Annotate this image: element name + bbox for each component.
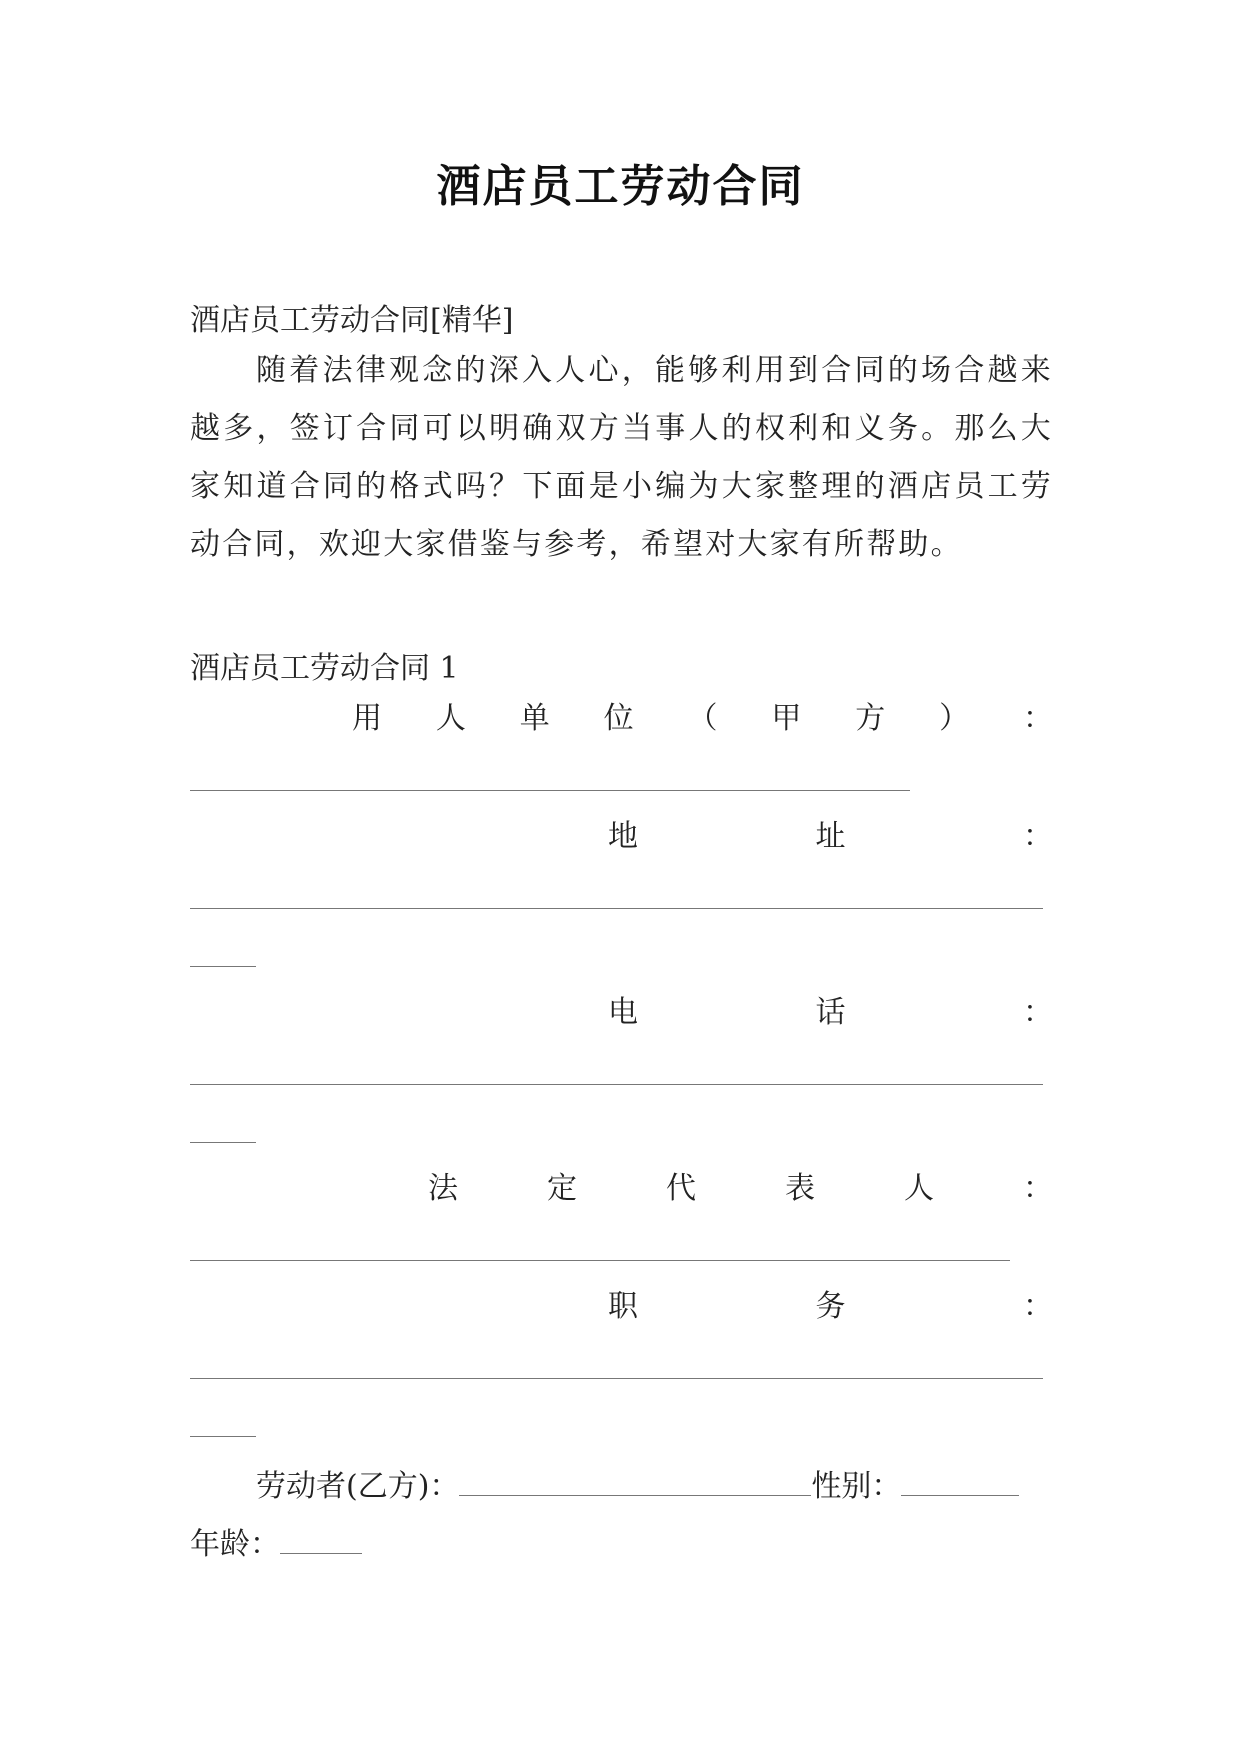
document-title: 酒店员工劳动合同 — [436, 161, 805, 212]
gender-label: 性别： — [811, 1469, 902, 1504]
phone-label: 电 话 ： — [608, 995, 1053, 1030]
position-blank-continued[interactable] — [190, 1436, 256, 1437]
worker-line — [190, 1458, 1070, 1516]
intro-paragraph: 随着法律观念的深入人心，能够利用到合同的场合越来越多，签订合同可以明确双方当事人的权利和义务。那么大家知道合同的格式吗？下面是小编为大家整理的酒店员工劳动合同，欢迎大家借鉴与参考，希望对大家有所帮助。 — [190, 353, 1053, 562]
address-blank[interactable] — [190, 908, 1043, 909]
age-line — [190, 1516, 362, 1574]
worker-label: 劳动者(乙方)： — [256, 1469, 460, 1504]
gender-blank[interactable] — [901, 1463, 1019, 1496]
phone-blank-continued[interactable] — [190, 1142, 256, 1143]
document-subtitle: 酒店员工劳动合同[精华] — [190, 303, 514, 338]
address-label: 地 址 ： — [608, 819, 1053, 854]
position-label: 职 务 ： — [608, 1289, 1053, 1324]
phone-blank[interactable] — [190, 1084, 1043, 1085]
age-label: 年龄： — [190, 1527, 280, 1562]
address-blank-continued[interactable] — [190, 966, 256, 967]
legal-rep-label: 法 定 代 表 人 ： — [428, 1171, 1053, 1206]
position-blank[interactable] — [190, 1378, 1043, 1379]
employer-label: 用 人 单 位 （ 甲 方 ） ： — [352, 701, 1053, 736]
legal-rep-blank[interactable] — [190, 1260, 1010, 1261]
employer-blank[interactable] — [190, 790, 910, 791]
contract-heading: 酒店员工劳动合同 1 — [190, 651, 459, 686]
worker-name-blank[interactable] — [459, 1463, 811, 1496]
age-blank[interactable] — [280, 1521, 362, 1554]
